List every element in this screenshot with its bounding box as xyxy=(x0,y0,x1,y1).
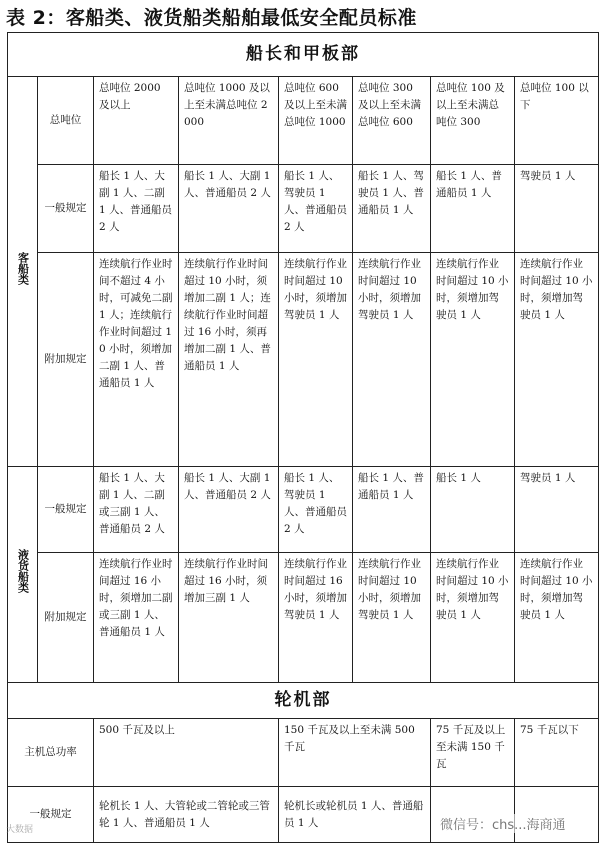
tanker-extra-cell: 连续航行作业时间超过 16 小时，须增加三副 1 人 xyxy=(179,553,279,683)
passenger-extra-cell: 连续航行作业时间不超过 4 小时，可减免二副 1 人；连续航行作业时间超过 10 小时，须增加二副 1 人、普通船员 1 人 xyxy=(94,253,179,467)
row-label-general: 一般规定 xyxy=(38,165,94,253)
tonnage-cell: 总吨位 600 及以上至未满总吨位 1000 xyxy=(279,77,353,165)
tanker-extra-cell: 连续航行作业时间超过 16 小时，须增加二副或三副 1 人、普通船员 1 人 xyxy=(94,553,179,683)
passenger-general-cell: 船长 1 人、普通船员 1 人 xyxy=(431,165,515,253)
passenger-extra-cell: 连续航行作业时间超过 10 小时，须增加驾驶员 1 人 xyxy=(279,253,353,467)
power-cell: 75 千瓦以下 xyxy=(515,719,599,787)
passenger-general-cell: 驾驶员 1 人 xyxy=(515,165,599,253)
tanker-extra-cell: 连续航行作业时间超过 16 小时，须增加驾驶员 1 人 xyxy=(279,553,353,683)
tonnage-cell: 总吨位 100 及以上至未满总吨位 300 xyxy=(431,77,515,165)
engine-general-cell: 轮机长 1 人、大管轮或二管轮或三管轮 1 人、普通船员 1 人 xyxy=(94,787,279,843)
watermark-left: 大数据 xyxy=(6,825,34,835)
tanker-extra-cell: 连续航行作业时间超过 10 小时，须增加驾驶员 1 人 xyxy=(353,553,431,683)
row-label-power: 主机总功率 xyxy=(8,719,94,787)
power-cell: 75 千瓦及以上至未满 150 千瓦 xyxy=(431,719,515,787)
row-label-engine-general: 一般规定 xyxy=(8,787,94,843)
engine-general-cell: 轮机长或轮机员 1 人、普通船员 1 人 xyxy=(279,787,431,843)
tanker-general-cell: 船长 1 人、普通船员 1 人 xyxy=(353,467,431,553)
row-label-tonnage: 总吨位 xyxy=(38,77,94,165)
engine-section-title: 轮机部 xyxy=(8,683,599,719)
passenger-extra-cell: 连续航行作业时间超过 10 小时，须增加驾驶员 1 人 xyxy=(515,253,599,467)
tanker-general-cell: 驾驶员 1 人 xyxy=(515,467,599,553)
passenger-general-cell: 船长 1 人、驾驶员 1 人、普通船员 1 人 xyxy=(353,165,431,253)
power-cell: 500 千瓦及以上 xyxy=(94,719,279,787)
tanker-extra-cell: 连续航行作业时间超过 10 小时，须增加驾驶员 1 人 xyxy=(431,553,515,683)
document-title: 表 2：客船类、液货船类船舶最低安全配员标准 xyxy=(6,7,417,29)
category-tanker xyxy=(8,467,38,683)
row-label-extra: 附加规定 xyxy=(38,253,94,467)
passenger-general-cell: 船长 1 人、大副 1 人、二副 1 人、普通船员 2 人 xyxy=(94,165,179,253)
tonnage-cell: 总吨位 100 以下 xyxy=(515,77,599,165)
passenger-general-cell: 船长 1 人、驾驶员 1 人、普通船员 2 人 xyxy=(279,165,353,253)
row-label-extra: 附加规定 xyxy=(38,553,94,683)
category-passenger xyxy=(8,77,38,467)
tonnage-cell: 总吨位 300 及以上至未满总吨位 600 xyxy=(353,77,431,165)
tonnage-cell: 总吨位 1000 及以上至未满总吨位 2000 xyxy=(179,77,279,165)
passenger-general-cell: 船长 1 人、大副 1 人、普通船员 2 人 xyxy=(179,165,279,253)
passenger-extra-cell: 连续航行作业时间超过 10 小时，须增加驾驶员 1 人 xyxy=(353,253,431,467)
power-cell: 150 千瓦及以上至未满 500 千瓦 xyxy=(279,719,431,787)
row-label-general: 一般规定 xyxy=(38,467,94,553)
tanker-extra-cell: 连续航行作业时间超过 10 小时，须增加驾驶员 1 人 xyxy=(515,553,599,683)
category-tanker-label: 液货船类 xyxy=(16,549,30,593)
tanker-general-cell: 船长 1 人、大副 1 人、二副或三副 1 人、普通船员 2 人 xyxy=(94,467,179,553)
watermark-right: 微信号：chs...海商通 xyxy=(440,814,566,833)
tanker-general-cell: 船长 1 人、驾驶员 1 人、普通船员 2 人 xyxy=(279,467,353,553)
tanker-general-cell: 船长 1 人 xyxy=(431,467,515,553)
passenger-extra-cell: 连续航行作业时间超过 10 小时，须增加二副 1 人；连续航行作业时间超过 16 小时，须再增加二副 1 人、普通船员 1 人 xyxy=(179,253,279,467)
tonnage-cell: 总吨位 2000 及以上 xyxy=(94,77,179,165)
category-passenger-label: 客船类 xyxy=(16,251,30,285)
passenger-extra-cell: 连续航行作业时间超过 10 小时，须增加驾驶员 1 人 xyxy=(431,253,515,467)
deck-section-title: 船长和甲板部 xyxy=(8,33,599,77)
manning-standard-table xyxy=(7,32,599,843)
tanker-general-cell: 船长 1 人、大副 1 人、普通船员 2 人 xyxy=(179,467,279,553)
